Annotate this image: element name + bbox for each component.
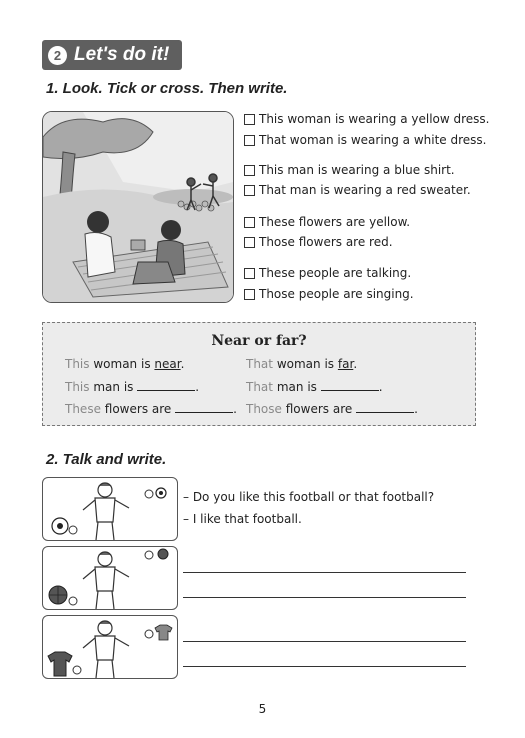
- answer-far: far: [337, 357, 354, 371]
- statement-text: These flowers are yellow.: [259, 215, 411, 229]
- noun: flowers: [104, 402, 149, 416]
- talk-picture-tshirt: [42, 615, 178, 679]
- lesson-header: [42, 40, 182, 70]
- answer-blank[interactable]: [321, 379, 379, 391]
- statement-text: That woman is wearing a white dress.: [259, 133, 487, 147]
- noun: woman: [276, 357, 321, 371]
- near-far-title: Near or far?: [211, 333, 307, 349]
- page-number: 5: [258, 702, 267, 716]
- statement-text: This woman is wearing a yellow dress.: [259, 112, 490, 126]
- verb: are: [332, 402, 353, 416]
- near-row-2: This man is .: [65, 380, 200, 394]
- talk-picture-football: [42, 477, 178, 541]
- write-line-1[interactable]: [183, 572, 466, 573]
- statement-text: This man is wearing a blue shirt.: [259, 163, 455, 177]
- section2-title: 2. Talk and write.: [46, 451, 167, 468]
- statement-1: [244, 112, 490, 126]
- verb: are: [151, 402, 172, 416]
- answer-blank[interactable]: [356, 401, 414, 413]
- statement-5: [244, 215, 410, 229]
- determiner: This: [65, 357, 90, 371]
- far-row-3: Those flowers are .: [246, 402, 418, 416]
- verb: is: [123, 380, 134, 394]
- write-line-4[interactable]: [183, 666, 466, 667]
- checkbox-8[interactable]: [244, 289, 255, 300]
- determiner: These: [65, 402, 101, 416]
- checkbox-3[interactable]: [244, 165, 255, 176]
- lesson-title: Let's do it!: [74, 44, 170, 65]
- dialog-question: – Do you like this football or that football?: [183, 490, 435, 504]
- noun: man: [93, 380, 121, 394]
- noun: flowers: [285, 402, 330, 416]
- statement-2: [244, 133, 487, 147]
- section1-title: 1. Look. Tick or cross. Then write.: [46, 80, 288, 97]
- determiner: That: [246, 357, 273, 371]
- boy-football-image: [43, 478, 177, 540]
- far-row-2: That man is .: [246, 380, 383, 394]
- verb: is: [141, 357, 151, 371]
- statement-text: These people are talking.: [259, 266, 412, 280]
- checkbox-7[interactable]: [244, 268, 255, 279]
- noun: woman: [93, 357, 138, 371]
- checkbox-4[interactable]: [244, 185, 255, 196]
- write-line-2[interactable]: [183, 597, 466, 598]
- statement-text: Those flowers are red.: [259, 235, 393, 249]
- statement-text: That man is wearing a red sweater.: [259, 183, 471, 197]
- answer-blank[interactable]: [137, 379, 195, 391]
- determiner: That: [246, 380, 273, 394]
- statement-3: [244, 163, 455, 177]
- statement-4: [244, 183, 471, 197]
- checkbox-1[interactable]: [244, 114, 255, 125]
- boy-tshirt-image: [43, 616, 177, 678]
- lesson-number: 2: [48, 46, 67, 65]
- checkbox-5[interactable]: [244, 217, 255, 228]
- checkbox-2[interactable]: [244, 135, 255, 146]
- park-scene-image: [43, 112, 233, 302]
- statement-6: [244, 235, 393, 249]
- talk-picture-basketball: [42, 546, 178, 610]
- statement-7: [244, 266, 411, 280]
- far-row-1: That woman is far.: [246, 357, 358, 371]
- answer-near: near: [154, 357, 181, 371]
- near-far-box: [42, 322, 476, 426]
- noun: man: [276, 380, 304, 394]
- dialog-answer: – I like that football.: [183, 512, 302, 526]
- write-line-3[interactable]: [183, 641, 466, 642]
- verb: is: [324, 357, 335, 371]
- boy-basketball-image: [43, 547, 177, 609]
- near-row-3: These flowers are .: [65, 402, 237, 416]
- checkbox-6[interactable]: [244, 237, 255, 248]
- statement-8: [244, 287, 414, 301]
- near-row-1: This woman is near.: [65, 357, 185, 371]
- park-illustration: [42, 111, 234, 303]
- determiner: This: [65, 380, 90, 394]
- answer-blank[interactable]: [175, 401, 233, 413]
- statement-text: Those people are singing.: [259, 287, 414, 301]
- verb: is: [307, 380, 317, 394]
- determiner: Those: [246, 402, 282, 416]
